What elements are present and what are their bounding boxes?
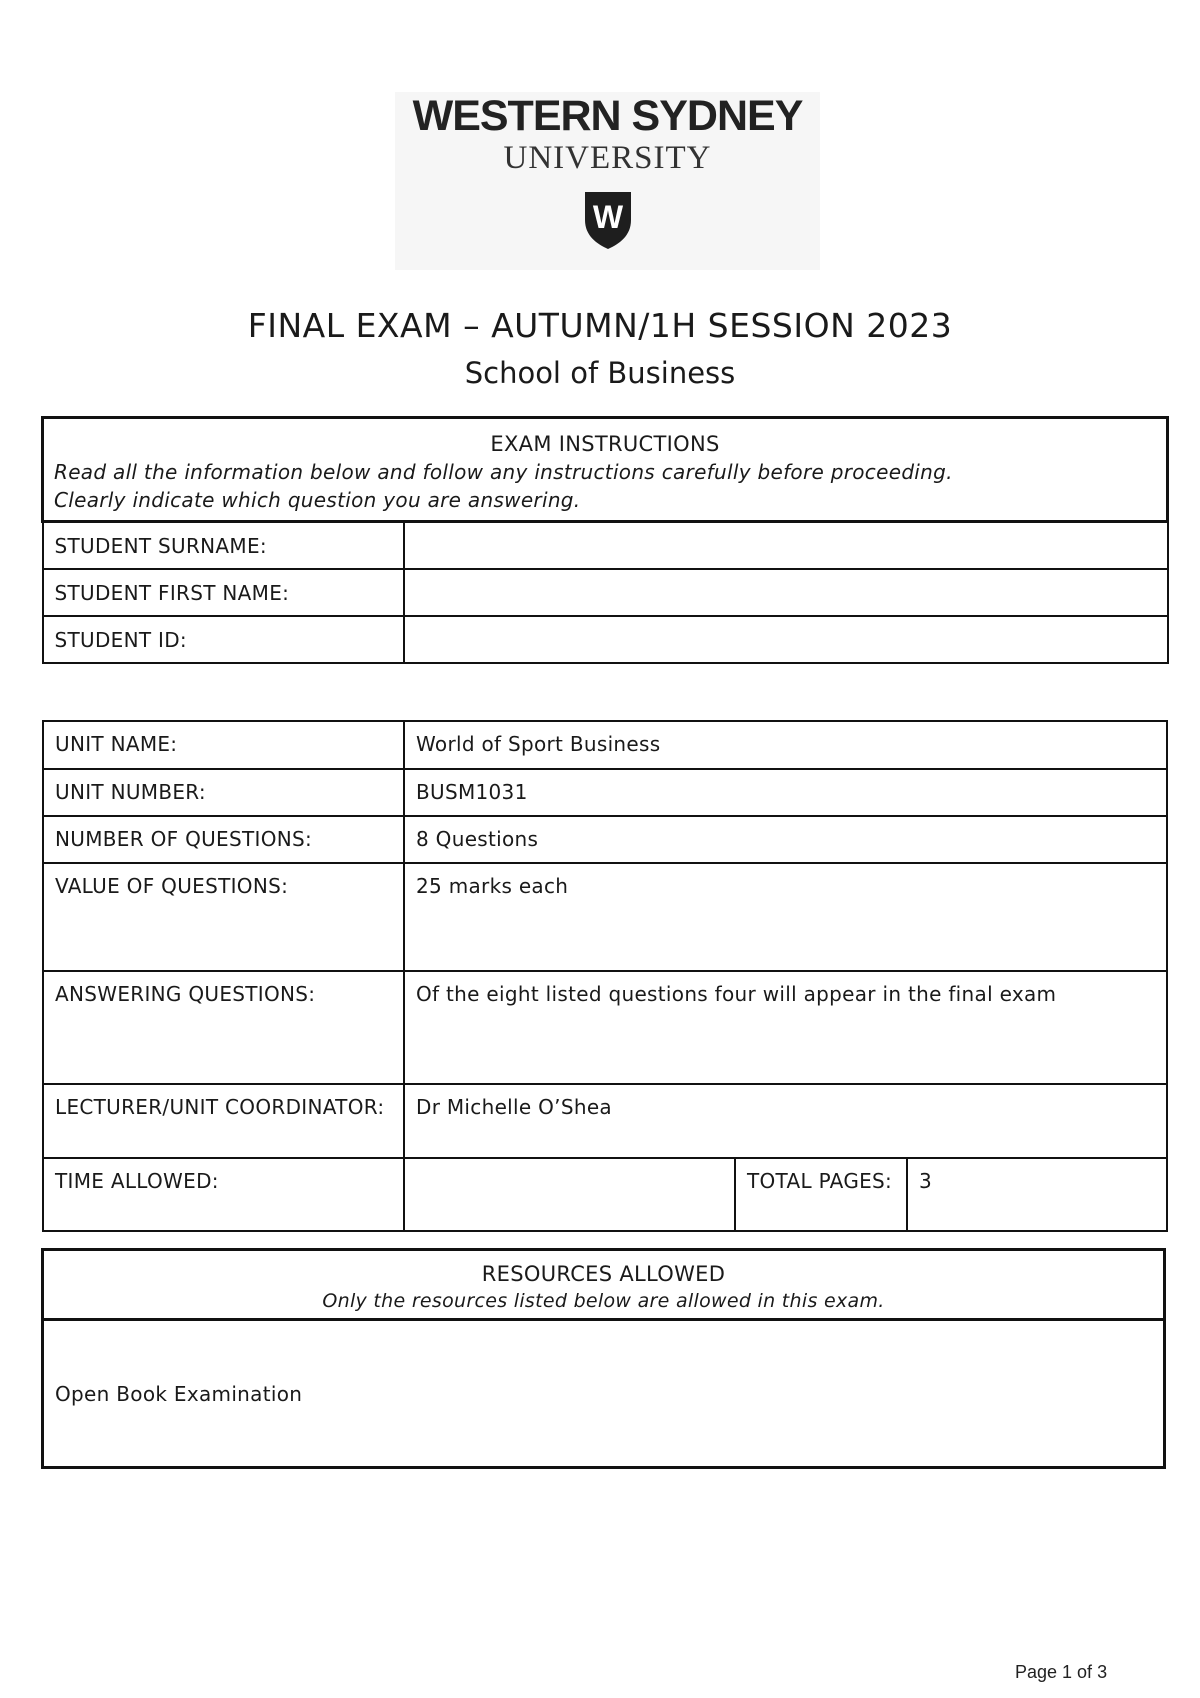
time-allowed-label: TIME ALLOWED: bbox=[43, 1158, 404, 1231]
page-number: Page 1 of 3 bbox=[1015, 1662, 1108, 1682]
number-of-questions-label: NUMBER OF QUESTIONS: bbox=[43, 816, 404, 863]
exam-instructions bbox=[43, 418, 1168, 522]
unit-name-value: World of Sport Business bbox=[404, 721, 1167, 769]
student-id-field[interactable] bbox=[404, 616, 1168, 663]
resources-header bbox=[43, 1250, 1165, 1320]
unit-number-label: UNIT NUMBER: bbox=[43, 769, 404, 816]
lecturer-label: LECTURER/UNIT COORDINATOR: bbox=[43, 1084, 404, 1158]
logo-line-1: WESTERN SYDNEY bbox=[412, 92, 803, 140]
answering-questions-label: ANSWERING QUESTIONS: bbox=[43, 971, 404, 1084]
unit-details-table bbox=[42, 720, 1168, 1232]
unit-number-value: BUSM1031 bbox=[404, 769, 1167, 816]
school-name: School of Business bbox=[464, 356, 736, 390]
resources-heading: RESOURCES ALLOWED bbox=[481, 1262, 726, 1286]
student-first-name-label: STUDENT FIRST NAME: bbox=[43, 569, 404, 616]
exam-title: FINAL EXAM – AUTUMN/1H SESSION 2023 bbox=[247, 306, 953, 345]
student-details-table bbox=[41, 416, 1169, 664]
answering-questions-value: Of the eight listed questions four will appear in the final exam bbox=[404, 971, 1167, 1084]
value-of-questions-value: 25 marks each bbox=[404, 863, 1167, 971]
shield-letter: W bbox=[592, 199, 623, 235]
student-surname-field[interactable] bbox=[404, 522, 1168, 570]
instructions-line-2: Clearly indicate which question you are answering. bbox=[54, 488, 581, 512]
total-pages-value: 3 bbox=[907, 1158, 1167, 1231]
number-of-questions-value: 8 Questions bbox=[404, 816, 1167, 863]
logo-line-2: UNIVERSITY bbox=[503, 140, 712, 176]
university-shield-icon bbox=[583, 190, 633, 250]
value-of-questions-label: VALUE OF QUESTIONS: bbox=[43, 863, 404, 971]
resources-subheading: Only the resources listed below are allowed in this exam. bbox=[322, 1290, 885, 1312]
student-first-name-field[interactable] bbox=[404, 569, 1168, 616]
time-allowed-value bbox=[404, 1158, 735, 1231]
instructions-line-1: Read all the information below and follow any instructions carefully before proceeding. bbox=[54, 460, 953, 484]
total-pages-label: TOTAL PAGES: bbox=[735, 1158, 907, 1231]
resources-table bbox=[41, 1248, 1166, 1469]
student-surname-label: STUDENT SURNAME: bbox=[43, 522, 404, 570]
student-id-label: STUDENT ID: bbox=[43, 616, 404, 663]
lecturer-value: Dr Michelle O’Shea bbox=[404, 1084, 1167, 1158]
university-logo bbox=[395, 92, 820, 270]
unit-name-label: UNIT NAME: bbox=[43, 721, 404, 769]
resources-body: Open Book Examination bbox=[43, 1320, 1165, 1468]
instructions-heading: EXAM INSTRUCTIONS bbox=[490, 432, 720, 456]
